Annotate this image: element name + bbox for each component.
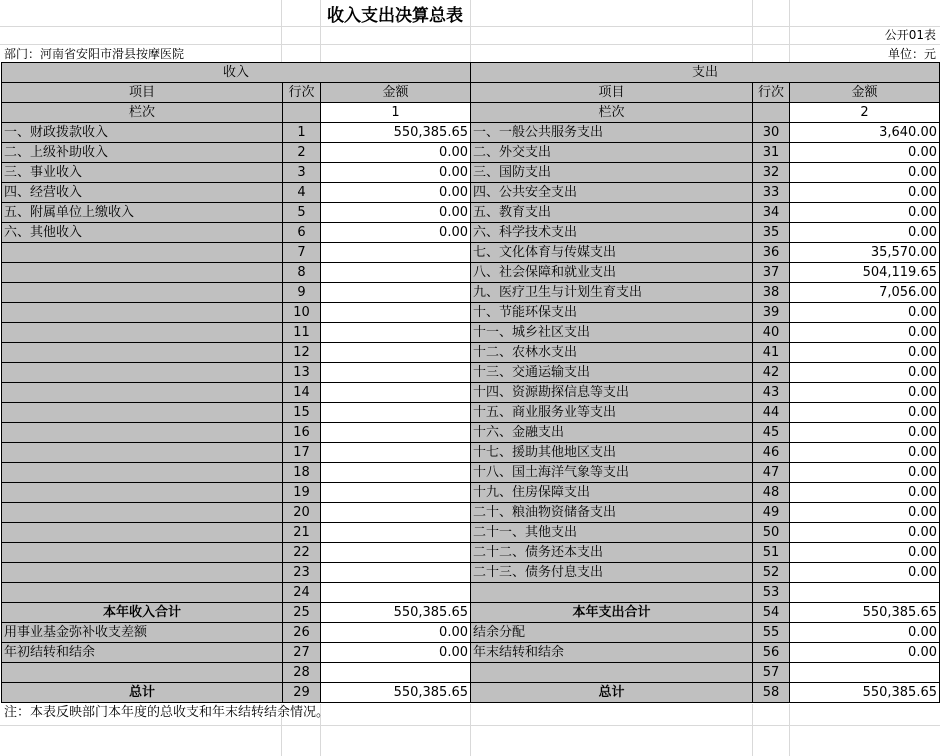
income-item-cell (2, 543, 283, 563)
expense-item-cell: 六、科学技术支出 (471, 223, 753, 243)
income-item-cell: 本年收入合计 (2, 603, 283, 623)
expense-line-cell: 47 (753, 463, 790, 483)
income-amount-cell (321, 503, 471, 523)
expense-item-cell: 二、外交支出 (471, 143, 753, 163)
department-label: 部门：河南省安阳市滑县按摩医院 (4, 47, 185, 61)
expense-item-cell: 十九、住房保障支出 (471, 483, 753, 503)
expense-amount-cell: 550,385.65 (790, 683, 940, 703)
expense-amount-cell: 0.00 (790, 223, 940, 243)
expense-line-cell: 45 (753, 423, 790, 443)
income-line-cell: 7 (283, 243, 321, 263)
table-row (2, 423, 940, 443)
income-item-cell: 一、财政拨款收入 (2, 123, 283, 143)
income-amount-cell (321, 383, 471, 403)
income-amount-cell (321, 463, 471, 483)
income-amount-cell: 0.00 (321, 203, 471, 223)
section-header-row (2, 63, 940, 83)
table-row (2, 483, 940, 503)
income-amount-cell (321, 543, 471, 563)
expense-line-cell: 32 (753, 163, 790, 183)
expense-item-header: 项目 (471, 83, 753, 103)
income-amount-cell (321, 403, 471, 423)
expense-item-cell: 结余分配 (471, 623, 753, 643)
income-amount-cell: 0.00 (321, 143, 471, 163)
income-amount-header: 金额 (321, 83, 471, 103)
grid-line (0, 725, 940, 726)
table-row (2, 363, 940, 383)
income-item-cell (2, 283, 283, 303)
income-amount-cell (321, 523, 471, 543)
income-amount-cell (321, 263, 471, 283)
expense-line-cell: 41 (753, 343, 790, 363)
expense-amount-cell: 0.00 (790, 323, 940, 343)
table-row (2, 383, 940, 403)
income-amount-cell (321, 363, 471, 383)
expense-item-cell: 十七、援助其他地区支出 (471, 443, 753, 463)
income-line-cell: 14 (283, 383, 321, 403)
table-row (2, 623, 940, 643)
income-line-cell: 28 (283, 663, 321, 683)
expense-item-cell: 十二、农林水支出 (471, 343, 753, 363)
table-row (2, 143, 940, 163)
expense-amount-cell: 504,119.65 (790, 263, 940, 283)
expense-line-cell: 55 (753, 623, 790, 643)
income-item-cell (2, 583, 283, 603)
table-row (2, 643, 940, 663)
table-row (2, 583, 940, 603)
expense-item-cell: 五、教育支出 (471, 203, 753, 223)
income-line-cell: 2 (283, 143, 321, 163)
report-title: 收入支出决算总表 (327, 6, 463, 26)
table-row (2, 263, 940, 283)
expense-item-cell (471, 663, 753, 683)
expense-item-cell: 十一、城乡社区支出 (471, 323, 753, 343)
income-line-cell: 22 (283, 543, 321, 563)
expense-line-cell: 53 (753, 583, 790, 603)
income-col-empty (283, 103, 321, 123)
expense-col-label: 栏次 (471, 103, 753, 123)
expense-line-cell: 34 (753, 203, 790, 223)
income-item-header: 项目 (2, 83, 283, 103)
income-item-cell: 三、事业收入 (2, 163, 283, 183)
expense-line-cell: 46 (753, 443, 790, 463)
income-item-cell (2, 443, 283, 463)
income-amount-cell (321, 563, 471, 583)
footnote: 注：本表反映部门本年度的总收支和年末结转结余情况。 (4, 705, 330, 720)
expense-line-cell: 49 (753, 503, 790, 523)
expense-line-cell: 40 (753, 323, 790, 343)
expense-amount-header: 金额 (790, 83, 940, 103)
expense-amount-cell (790, 663, 940, 683)
income-line-cell: 20 (283, 503, 321, 523)
expense-item-cell: 一、一般公共服务支出 (471, 123, 753, 143)
expense-line-cell: 31 (753, 143, 790, 163)
expense-item-cell: 本年支出合计 (471, 603, 753, 623)
expense-amount-cell: 550,385.65 (790, 603, 940, 623)
table-row (2, 603, 940, 623)
expense-col-empty (753, 103, 790, 123)
table-row (2, 243, 940, 263)
expense-amount-cell: 35,570.00 (790, 243, 940, 263)
expense-item-cell (471, 583, 753, 603)
table-row (2, 303, 940, 323)
income-line-cell: 25 (283, 603, 321, 623)
expense-amount-cell: 0.00 (790, 443, 940, 463)
income-col-number: 1 (321, 103, 471, 123)
expense-amount-cell: 7,056.00 (790, 283, 940, 303)
table-row (2, 183, 940, 203)
table-row (2, 443, 940, 463)
expense-line-cell: 38 (753, 283, 790, 303)
expense-amount-cell (790, 583, 940, 603)
table-row (2, 663, 940, 683)
table-row (2, 463, 940, 483)
income-item-cell (2, 423, 283, 443)
expense-amount-cell: 0.00 (790, 523, 940, 543)
column-header-row (2, 83, 940, 103)
income-item-cell (2, 483, 283, 503)
expense-line-cell: 36 (753, 243, 790, 263)
table-row (2, 323, 940, 343)
income-item-cell (2, 363, 283, 383)
expense-amount-cell: 0.00 (790, 563, 940, 583)
expense-item-cell: 十、节能环保支出 (471, 303, 753, 323)
income-item-cell (2, 503, 283, 523)
income-section-header: 收入 (2, 63, 471, 83)
income-item-cell (2, 523, 283, 543)
expense-section-header: 支出 (471, 63, 940, 83)
income-amount-cell: 550,385.65 (321, 123, 471, 143)
income-amount-cell (321, 323, 471, 343)
table-row (2, 163, 940, 183)
expense-amount-cell: 3,640.00 (790, 123, 940, 143)
income-line-cell: 16 (283, 423, 321, 443)
income-line-cell: 26 (283, 623, 321, 643)
expense-amount-cell: 0.00 (790, 463, 940, 483)
expense-line-cell: 48 (753, 483, 790, 503)
expense-item-cell: 二十二、债务还本支出 (471, 543, 753, 563)
grid-line (752, 704, 753, 756)
expense-item-cell: 三、国防支出 (471, 163, 753, 183)
income-item-cell: 四、经营收入 (2, 183, 283, 203)
table-row (2, 503, 940, 523)
income-amount-cell (321, 343, 471, 363)
expense-amount-cell: 0.00 (790, 143, 940, 163)
income-line-cell: 21 (283, 523, 321, 543)
income-amount-cell: 550,385.65 (321, 603, 471, 623)
income-line-cell: 1 (283, 123, 321, 143)
income-amount-cell (321, 283, 471, 303)
expense-amount-cell: 0.00 (790, 383, 940, 403)
table-row (2, 523, 940, 543)
summary-table (1, 62, 940, 703)
expense-item-cell: 十三、交通运输支出 (471, 363, 753, 383)
expense-line-cell: 33 (753, 183, 790, 203)
table-row (2, 543, 940, 563)
expense-line-cell: 58 (753, 683, 790, 703)
form-code: 公开01表 (884, 28, 936, 42)
income-line-cell: 27 (283, 643, 321, 663)
grid-line (470, 704, 471, 756)
income-item-cell (2, 663, 283, 683)
expense-amount-cell: 0.00 (790, 303, 940, 323)
expense-amount-cell: 0.00 (790, 163, 940, 183)
income-line-cell: 10 (283, 303, 321, 323)
income-item-cell (2, 383, 283, 403)
income-line-cell: 11 (283, 323, 321, 343)
income-line-cell: 8 (283, 263, 321, 283)
income-item-cell (2, 303, 283, 323)
expense-item-cell: 八、社会保障和就业支出 (471, 263, 753, 283)
expense-item-cell: 十四、资源勘探信息等支出 (471, 383, 753, 403)
income-line-cell: 4 (283, 183, 321, 203)
income-amount-cell: 0.00 (321, 643, 471, 663)
income-line-cell: 24 (283, 583, 321, 603)
expense-amount-cell: 0.00 (790, 183, 940, 203)
income-line-cell: 29 (283, 683, 321, 703)
expense-item-cell: 四、公共安全支出 (471, 183, 753, 203)
expense-line-cell: 30 (753, 123, 790, 143)
income-amount-cell: 0.00 (321, 623, 471, 643)
grid-line (789, 704, 790, 756)
expense-amount-cell: 0.00 (790, 363, 940, 383)
income-amount-cell (321, 663, 471, 683)
income-item-cell: 六、其他收入 (2, 223, 283, 243)
unit-label: 单位：元 (887, 47, 936, 61)
income-amount-cell (321, 483, 471, 503)
income-amount-cell (321, 303, 471, 323)
income-item-cell: 总计 (2, 683, 283, 703)
expense-item-cell: 年末结转和结余 (471, 643, 753, 663)
expense-col-number: 2 (790, 103, 940, 123)
expense-line-cell: 37 (753, 263, 790, 283)
table-row (2, 403, 940, 423)
income-item-cell (2, 263, 283, 283)
expense-amount-cell: 0.00 (790, 203, 940, 223)
income-item-cell: 用事业基金弥补收支差额 (2, 623, 283, 643)
income-item-cell (2, 343, 283, 363)
expense-item-cell: 总计 (471, 683, 753, 703)
expense-line-cell: 54 (753, 603, 790, 623)
income-amount-cell: 0.00 (321, 223, 471, 243)
expense-amount-cell: 0.00 (790, 423, 940, 443)
income-line-cell: 18 (283, 463, 321, 483)
income-line-cell: 3 (283, 163, 321, 183)
expense-amount-cell: 0.00 (790, 483, 940, 503)
income-item-cell (2, 463, 283, 483)
expense-item-cell: 二十一、其他支出 (471, 523, 753, 543)
income-line-cell: 5 (283, 203, 321, 223)
income-line-cell: 9 (283, 283, 321, 303)
income-item-cell: 年初结转和结余 (2, 643, 283, 663)
expense-line-cell: 39 (753, 303, 790, 323)
income-line-header: 行次 (283, 83, 321, 103)
income-amount-cell: 0.00 (321, 163, 471, 183)
expense-item-cell: 十六、金融支出 (471, 423, 753, 443)
income-item-cell: 二、上级补助收入 (2, 143, 283, 163)
expense-amount-cell: 0.00 (790, 403, 940, 423)
income-line-cell: 12 (283, 343, 321, 363)
table-row (2, 283, 940, 303)
expense-line-cell: 56 (753, 643, 790, 663)
expense-item-cell: 九、医疗卫生与计划生育支出 (471, 283, 753, 303)
table-row (2, 683, 940, 703)
income-amount-cell (321, 583, 471, 603)
income-amount-cell: 550,385.65 (321, 683, 471, 703)
income-amount-cell: 0.00 (321, 183, 471, 203)
expense-line-cell: 50 (753, 523, 790, 543)
table-row (2, 223, 940, 243)
income-item-cell (2, 243, 283, 263)
income-item-cell (2, 403, 283, 423)
expense-amount-cell: 0.00 (790, 343, 940, 363)
expense-item-cell: 二十、粮油物资储备支出 (471, 503, 753, 523)
expense-amount-cell: 0.00 (790, 543, 940, 563)
table-row (2, 343, 940, 363)
income-line-cell: 23 (283, 563, 321, 583)
expense-amount-cell: 0.00 (790, 503, 940, 523)
expense-line-cell: 52 (753, 563, 790, 583)
expense-line-header: 行次 (753, 83, 790, 103)
expense-amount-cell: 0.00 (790, 643, 940, 663)
income-line-cell: 19 (283, 483, 321, 503)
income-item-cell: 五、附属单位上缴收入 (2, 203, 283, 223)
income-amount-cell (321, 243, 471, 263)
expense-item-cell: 十八、国土海洋气象等支出 (471, 463, 753, 483)
expense-amount-cell: 0.00 (790, 623, 940, 643)
income-line-cell: 6 (283, 223, 321, 243)
expense-item-cell: 七、文化体育与传媒支出 (471, 243, 753, 263)
income-item-cell (2, 563, 283, 583)
income-col-label: 栏次 (2, 103, 283, 123)
expense-line-cell: 35 (753, 223, 790, 243)
expense-line-cell: 51 (753, 543, 790, 563)
grid-line (0, 44, 940, 45)
column-index-row (2, 103, 940, 123)
expense-item-cell: 二十三、债务付息支出 (471, 563, 753, 583)
table-row (2, 203, 940, 223)
expense-line-cell: 44 (753, 403, 790, 423)
income-line-cell: 13 (283, 363, 321, 383)
expense-line-cell: 42 (753, 363, 790, 383)
income-line-cell: 17 (283, 443, 321, 463)
table-row (2, 563, 940, 583)
income-line-cell: 15 (283, 403, 321, 423)
expense-line-cell: 43 (753, 383, 790, 403)
income-item-cell (2, 323, 283, 343)
income-amount-cell (321, 423, 471, 443)
table-row (2, 123, 940, 143)
expense-line-cell: 57 (753, 663, 790, 683)
income-amount-cell (321, 443, 471, 463)
expense-item-cell: 十五、商业服务业等支出 (471, 403, 753, 423)
